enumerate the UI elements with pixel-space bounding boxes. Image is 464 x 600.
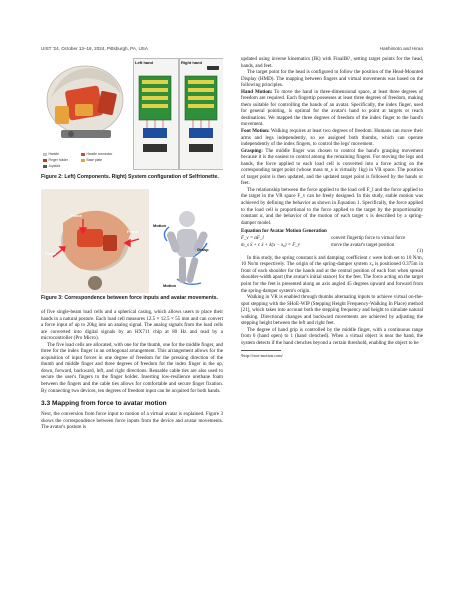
force-motion-diagram	[41, 189, 223, 293]
legend-label: Handle connector	[86, 152, 113, 156]
legend-item	[43, 152, 59, 156]
legend-swatch	[81, 153, 85, 156]
running-header-right: Hashimoto and Hirao	[379, 46, 423, 51]
body-paragraph: Next, the conversion from force input to motion of a virtual avatar is explained. Figure 3 shows the correspondence between force inputs from the device and avatar movements. The avatar's posture is	[41, 411, 223, 431]
runin-title: Foot Motion:	[241, 128, 270, 135]
legend-item	[81, 152, 112, 156]
left-hand-label: Left hand	[135, 60, 153, 65]
body-paragraph: updated using inverse kinematics (IK) with FinalIK¹, setting target points for the head, hands, and feet.	[241, 56, 423, 69]
runin-title: Hand Motion:	[241, 88, 273, 95]
equation-number: (1)	[417, 248, 423, 254]
device-render	[41, 58, 127, 158]
body-paragraph: The five load cells are allocated, with one for the thumb, one for the middle finger, and three for the index finger in an orthogonal arrangement. This arrangement allows for the acquisition of input forces in one degree of freedom for the pressing direction of the thumb and middle finger and three degrees of freedom for the index finger in the up, down, forward, backward, left, and right directions. Reusable cable ties are also used to secure the user's fingers to the finger holder. Inserting low-resilience urethane foam between the fingers and the cable ties allows for comfortable and secure finger fixation. By connecting two devices, ten degrees of freedom input can be acquired for both hands.	[41, 341, 223, 394]
equation-lhs: m_s ẍ + c ẋ + k(x − x₀) = F_v	[241, 242, 300, 248]
runin-title: Grasping:	[241, 147, 263, 154]
right-hand-label: Right hand	[181, 60, 202, 65]
footnote-rule	[241, 350, 281, 351]
legend-item	[43, 164, 60, 168]
body-paragraph: The target point for the head is configured to follow the position of the Head-Mounted Display (HMD). The mapping between fingers and virtual movements was based on the following principles.	[241, 69, 423, 89]
section-heading: 3.3 Mapping from force to avatar motion	[41, 400, 167, 408]
force-label: Force	[71, 212, 82, 218]
equation-comment: convert fingertip force to virtual force	[331, 235, 406, 241]
system-configuration-diagram	[133, 66, 223, 166]
runin-paragraph	[241, 128, 423, 148]
motion-label: Motion	[163, 282, 177, 288]
legend-label: Handle	[48, 152, 59, 156]
equation-line	[241, 235, 423, 242]
runin-paragraph	[241, 148, 423, 187]
equation-line	[241, 242, 423, 249]
legend-label: Base plate	[86, 158, 103, 162]
legend-swatch	[81, 159, 85, 162]
equation-lhs: F_v = αF_l	[241, 235, 264, 241]
body-paragraph: Walking in VR is enabled through thumbs alternating inputs to achieve virtual on-the-spot stepping with the SHoE-WIP (Stepping Height Frequency-Walking In Place) method [21], which takes into account both the stepping frequency and height to simulate natural walking. Directional changes and backward movements are achieved by adjusting the stepping height between the left and right feet.	[241, 294, 423, 327]
footnote: ¹http://root-motion.com/	[241, 353, 283, 359]
runin-text: The middle finger was chosen to control the hand's grasping movement because it is the easiest to control among the remaining fingers. For moving the legs and hands, the force applied to each load cell is converted into a force acting on the corresponding target point (whose mass m_s is virtually 1kg) in VR space. The position of target point is then updated, and the updated target point is followed by the hands or feet.	[241, 147, 423, 187]
figure-2	[41, 56, 223, 172]
legend-swatch	[43, 165, 47, 168]
running-header-left: UIST '24, October 13–16, 2024, Pittsburgh, PA, USA	[41, 46, 148, 51]
legend-item	[43, 158, 68, 162]
force-label: Force	[45, 250, 56, 256]
legend-label: Joystick	[48, 164, 61, 168]
grasp-label: Grasp	[197, 246, 209, 252]
legend-label: Finger holder	[48, 158, 68, 162]
equation-comment: move the avatar's target position	[331, 242, 395, 248]
body-paragraph: In this study, the spring constant k and damping coefficient c were both set to 10 N/m, 10 Ns/m respectively. The origin of the spring-damper system x₀ is positioned 0.375m in front of each shoulder for the hands and at the central position of each foot when spread shoulder-width apart (the avatar's initial stance) for the feet. The force acting on the target point for the feet is presented along an axis angled 45 degrees upward and forward from the spring-damper system's origin.	[241, 254, 423, 294]
body-paragraph: The degree of hand grip is controlled by the middle finger, with a continuous range from 0 (hand open) to 1 (hand clenched). When a virtual object is near the hand, the system detects if the hand clenches beyond a certain threshold, enabling the object to be	[241, 326, 423, 346]
body-paragraph: The relationship between the force applied to the load cell F_l and the force applied to the target in the VR space F_v can be freely designed. In this study, stable motion was achieved by defining the behavior as shown in Equation 1. Specifically, the force applied to the load cell is proportional to the force applied to the target by the proportionality constant α, and the behavior of the motion of each target x is described by a spring-damper model.	[241, 186, 423, 226]
legend-swatch	[43, 153, 47, 156]
body-paragraph: of five single-beam load cells and a spherical casing, which allows users to place their hands in a natural posture. Each load cell measures 12.5 × 12.5 × 55 mm and can convert a force input of up to 20kg into an analog signal. The analog signals from the load cells are converted into digital signals by an HX711 chip at 80 Hz and read by a microcontroller (Pro Micro).	[41, 309, 223, 342]
figure-2-caption: Figure 2: Left) Components. Right) System configuration of Selfrionette.	[41, 174, 219, 180]
figure-3	[41, 189, 223, 293]
runin-text: Walking requires at least two degrees of freedom. Humans can move their arms and legs independently, so we assigned both thumbs, which can operate independently of the index fingers, to control the legs' movement.	[241, 128, 423, 148]
legend-swatch	[43, 159, 47, 162]
right-column	[241, 56, 423, 359]
force-label: Force	[127, 228, 138, 234]
equation-title: Equation for Avatar Motion Generation	[241, 228, 327, 235]
runin-paragraph	[241, 89, 423, 128]
legend-item	[81, 158, 102, 162]
runin-text: To move the hand in three-dimensional space, at least three degrees of freedom are required. Each fingertip possesses at least three degrees of freedom, making them suitable for controlling the hands of an avatar. Specifically, the index finger, used for general pointing, is optimal for the avatar's hand to point at targets or reach destinations. We mapped the three degrees of freedom of the index finger to the hand's movement.	[241, 88, 423, 128]
motion-label: Motion	[153, 222, 167, 228]
figure-3-caption: Figure 3: Correspondence between force inputs and avatar movements.	[41, 294, 218, 301]
left-column	[41, 56, 223, 431]
